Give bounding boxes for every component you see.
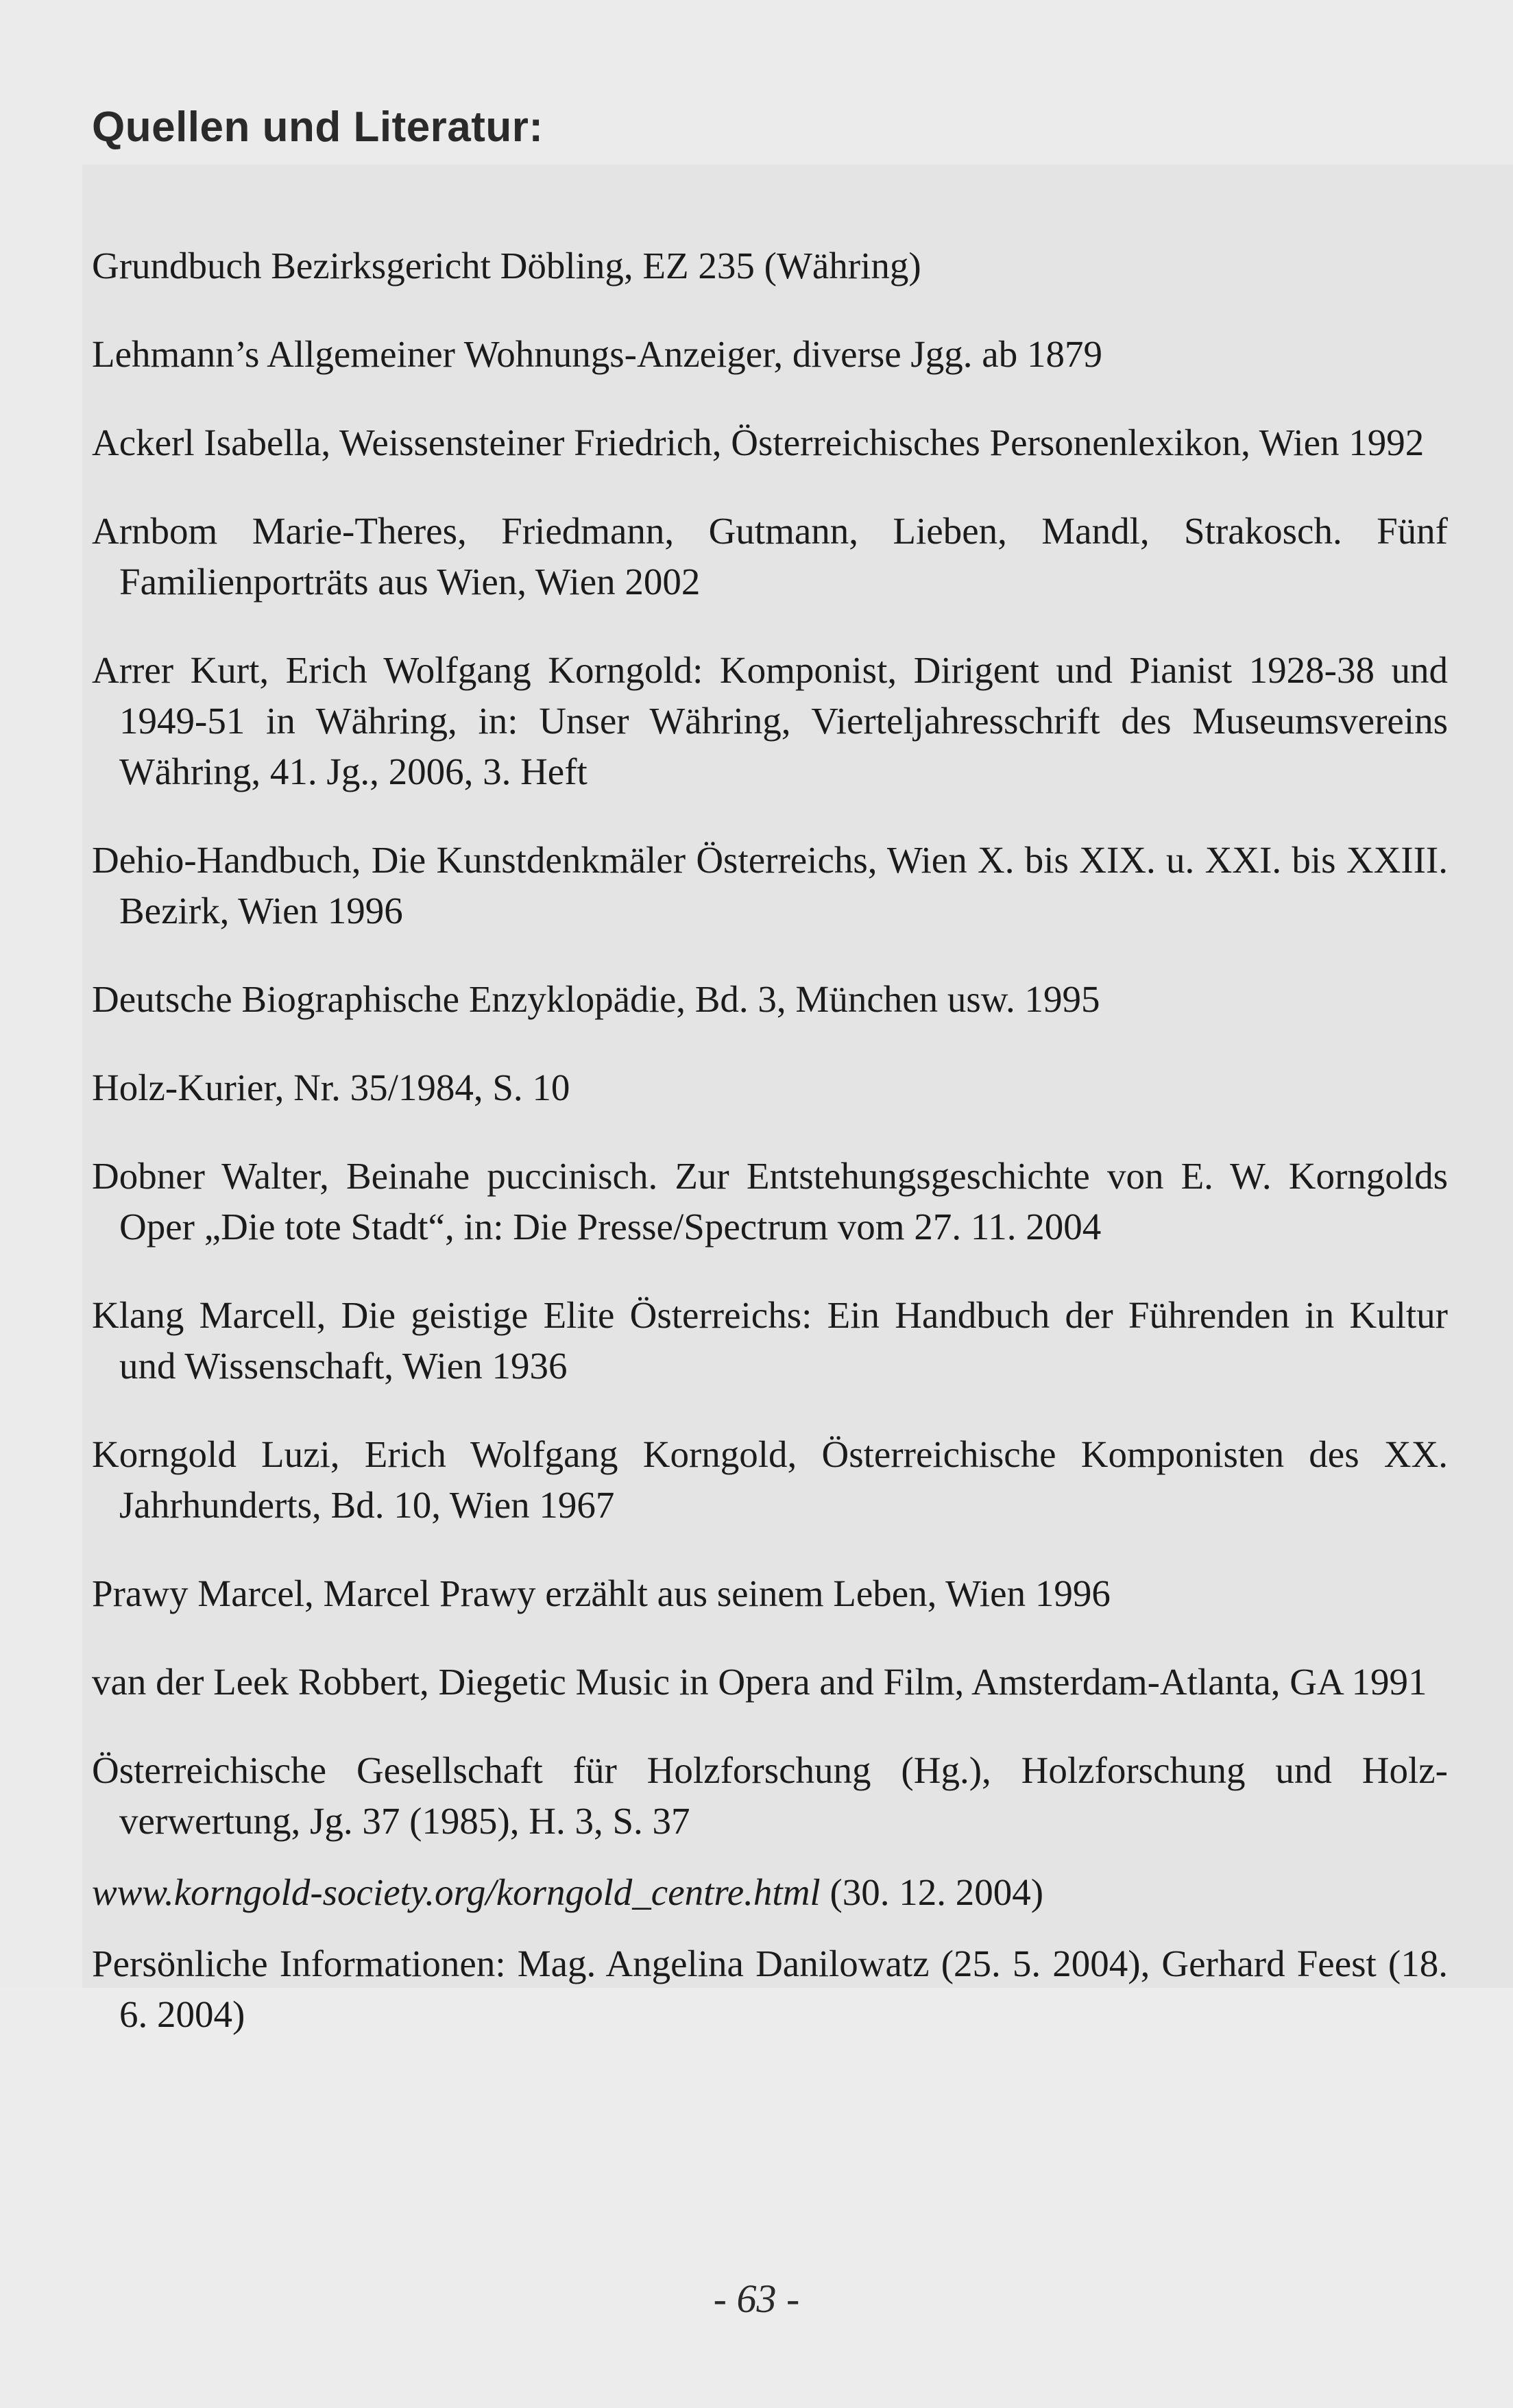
bibliography-entry: Ackerl Isabella, Weissensteiner Friedrich, Österreichisches Personenlexikon, Wien 1992	[92, 422, 1425, 463]
page-title: Quellen und Literatur:	[92, 104, 544, 151]
bibliography-entry: Deutsche Biographische Enzyklopädie, Bd. 3, München usw. 1995	[92, 978, 1100, 1020]
bibliography-list	[92, 203, 1448, 2051]
bibliography-entry: Holz-Kurier, Nr. 35/1984, S. 10	[92, 1067, 570, 1108]
page-number	[0, 2276, 1513, 2322]
bibliography-entry: Prawy Marcel, Marcel Prawy erzählt aus seinem Leben, Wien 1996	[92, 1572, 1111, 1614]
bibliography-entry: Grundbuch Bezirksgericht Döbling, EZ 235 (Währing)	[92, 245, 921, 287]
bibliography-entry: van der Leek Robbert, Diegetic Music in Opera and Film, Amsterdam-Atlanta, GA 1991	[92, 1661, 1427, 1703]
bibliography-entry: Österreichische Gesellschaft für Holzforschung (Hg.), Holzforschung und Holzverwertung, Jg. 37 (1985), H. 3, S. 37	[92, 1749, 1448, 1842]
bibliography-entry: Arrer Kurt, Erich Wolfgang Korngold: Komponist, Dirigent und Pianist 1928-38 und 1949-51 in Währing, in: Unser Währing, Vierteljahresschrift des Museumsvereins Währing, 41. Jg., 2006, 3. Heft	[92, 649, 1448, 792]
page-number-value: 63	[736, 2276, 777, 2321]
bibliography-entry: Dehio-Handbuch, Die Kunstdenkmäler Österreichs, Wien X. bis XIX. u. XXI. bis XXIII. Bezirk, Wien 1996	[92, 839, 1448, 932]
bibliography-entry: Lehmann’s Allgemeiner Wohnungs-Anzeiger, diverse Jgg. ab 1879	[92, 333, 1102, 375]
web-source-date: (30. 12. 2004)	[830, 1871, 1044, 1913]
web-source-entry	[92, 1867, 1448, 1918]
bibliography-entry: Klang Marcell, Die geistige Elite Österreichs: Ein Handbuch der Führenden in Kultur und Wissenschaft, Wien 1936	[92, 1294, 1448, 1387]
personal-info-entry: Persönliche Informationen: Mag. Angelina Danilowatz (25. 5. 2004), Gerhard Feest (18. 6. 2004)	[92, 1943, 1448, 2035]
bibliography-entry: Arnbom Marie-Theres, Friedmann, Gutmann, Lieben, Mandl, Strakosch. Fünf Familienporträts aus Wien, Wien 2002	[92, 510, 1448, 603]
bibliography-entry: Dobner Walter, Beinahe puccinisch. Zur Entstehungsgeschichte von E. W. Korngolds Oper „Die tote Stadt“, in: Die Presse/Spectrum vom 27. 11. 2004	[92, 1155, 1448, 1248]
page-number-suffix: -	[786, 2276, 800, 2321]
page-number-prefix: -	[713, 2276, 727, 2321]
web-source-url: www.korngold-society.org/korngold_centre.html	[92, 1871, 821, 1913]
bibliography-entry: Korngold Luzi, Erich Wolfgang Korngold, Österreichische Komponisten des XX. Jahrhunderts, Bd. 10, Wien 1967	[92, 1433, 1448, 1526]
